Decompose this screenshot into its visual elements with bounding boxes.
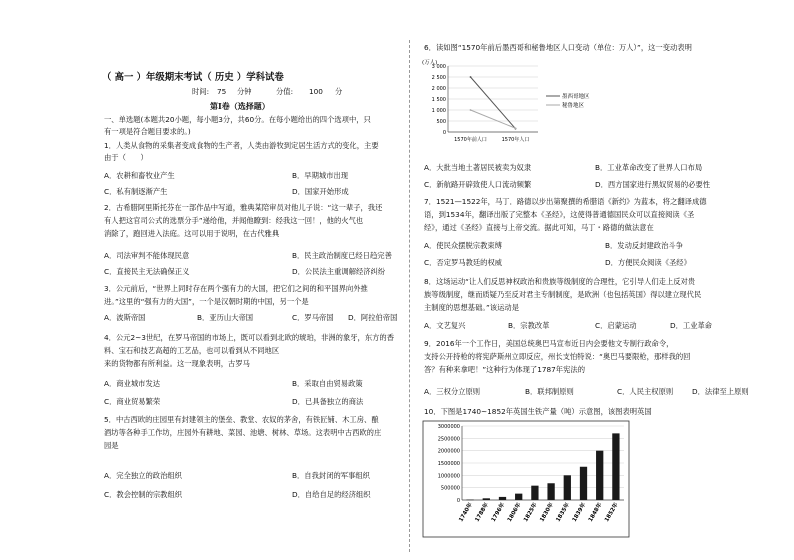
- option-a[interactable]: A．使民众摆脱宗教束缚: [424, 241, 502, 250]
- x-tick-label: 1852年: [604, 502, 620, 524]
- option-a[interactable]: A．三权分立原则: [424, 387, 481, 396]
- x-tick-label: 1740年: [458, 502, 474, 524]
- x-tick-label: 1825年: [523, 502, 539, 524]
- question-stem: 7．1521—1522年，马丁．路德以步出第聚撰的希腊语《新约》为蓝本，将之翻译成德: [424, 197, 707, 206]
- x-tick-label: 1570年人口: [501, 137, 530, 143]
- series-point-1: [470, 109, 472, 111]
- x-tick-label: 1835年: [555, 502, 572, 524]
- option-d[interactable]: D．国家开始形成: [292, 187, 349, 196]
- bar: [612, 433, 619, 500]
- bar: [483, 498, 490, 500]
- option-d[interactable]: D．工业革命: [670, 321, 713, 330]
- option-c[interactable]: C．教会控制的宗教组织: [104, 490, 183, 499]
- question-stem: 料、宝石和技艺高超的工艺品，也可以看到从不同地区: [104, 346, 280, 355]
- y-tick-label: 1 500: [431, 97, 446, 103]
- legend-label-1: 秘鲁地区: [562, 103, 585, 109]
- y-tick-label: 2 000: [431, 86, 446, 92]
- option-a[interactable]: A．波斯帝国: [104, 313, 146, 322]
- score-label: 分值:: [276, 87, 294, 96]
- y-tick-label: 2000000: [437, 448, 460, 455]
- y-tick-label: 0: [442, 130, 446, 136]
- question-stem: 答？有种来拿吧！”这种行为体现了1787年宪法的: [424, 365, 585, 374]
- question-stem: 3．公元前后，“世界上同时存在两个强有力的大国，把它们之间的和平国界向外推: [104, 284, 368, 293]
- bar: [515, 494, 522, 500]
- x-tick-label: 1788年: [474, 502, 491, 524]
- question-stem: 经》，通过《圣经》直接与上帝交流。据此可知，马丁・路德的做法意在: [424, 223, 654, 232]
- y-tick-label: 2500000: [437, 436, 460, 443]
- x-tick-label: 1570年前人口: [454, 137, 487, 143]
- instruction-line: 一、单选题(本题共20小题，每小题3分，共60分。在每小题给出的四个选项中，只: [104, 115, 371, 124]
- option-c[interactable]: C．新航路开辟致使人口流动频繁: [424, 180, 532, 189]
- option-b[interactable]: B．联邦制原则: [525, 387, 574, 396]
- question-stem: 园是: [104, 441, 119, 450]
- x-tick-label: 1848年: [587, 502, 604, 524]
- pig-iron-bar-chart: [422, 420, 630, 538]
- bar: [499, 497, 506, 500]
- y-tick-label: 3000000: [437, 424, 460, 430]
- series-point-0: [470, 76, 472, 78]
- option-c[interactable]: C．罗马帝国: [292, 313, 334, 322]
- option-a[interactable]: A．农耕和畜牧业产生: [104, 171, 175, 180]
- question-stem: 1．人类从食物的采集者变成食物的生产者，人类由游牧到定居生活方式的变化，主要: [104, 141, 379, 150]
- option-c[interactable]: C．商业贸易繁荣: [104, 397, 161, 406]
- question-stem: 6．读如图“1570年前后墨西哥和秘鲁地区人口变动（单位：万人）”，这一变动表明: [424, 43, 692, 52]
- time-unit: 分钟: [237, 87, 252, 96]
- option-b[interactable]: B．宗教改革: [508, 321, 550, 330]
- question-stem: 族等级制度，继而质疑乃至反对君主专制制度，是欧洲（也包括英国）得以建立现代民: [424, 290, 702, 299]
- y-tick-label: 1 000: [431, 108, 446, 114]
- option-c[interactable]: C．启蒙运动: [595, 321, 637, 330]
- option-b[interactable]: B．亚历山大帝国: [197, 313, 254, 322]
- y-tick-label: 0: [456, 498, 460, 504]
- option-b[interactable]: B．工业革命改变了世界人口布局: [595, 163, 703, 172]
- series-line-1: [471, 110, 516, 128]
- option-a[interactable]: A．商业城市发达: [104, 379, 161, 388]
- question-stem: 语，到1534年，翻译出版了完整本《圣经》，这使得普通德国民众可以直接阅读《圣: [424, 210, 695, 219]
- bar: [580, 467, 587, 500]
- series-point-1: [515, 127, 517, 129]
- question-stem: 8．这场运动“让人们反思神权政治和贵族等级制度的合理性，它引导人们走上反对贵: [424, 277, 696, 286]
- option-b[interactable]: B．早期城市出现: [292, 171, 349, 180]
- y-tick-label: 2 500: [431, 75, 446, 81]
- question-stem: 4．公元2~3世纪，在罗马帝国的市场上，既可以看到北欧的琥珀，非洲的象牙，东方的香: [104, 333, 395, 342]
- option-a[interactable]: A．完全独立的政治组织: [104, 471, 182, 480]
- option-c[interactable]: C．否定罗马教廷的权威: [424, 258, 503, 267]
- y-tick-label: 3 000: [431, 64, 446, 70]
- question-stem: 进。”这里的“强有力的大国”，一个是汉朝时期的中国，另一个是: [104, 297, 309, 306]
- question-stem: 2．古希腊阿里斯托芬在一部作品中写道，雅典某陪审员对他儿子说：“这一辈子，我还: [104, 203, 383, 212]
- option-d[interactable]: D．阿拉伯帝国: [348, 313, 398, 322]
- option-d[interactable]: D．已具备独立的商法: [292, 397, 364, 406]
- y-tick-label: 1500000: [437, 461, 460, 467]
- option-a[interactable]: A．大批当地土著居民被卖为奴隶: [424, 163, 532, 172]
- exam-title: （ 高一 ）年级期末考试（ 历史 ）学科试卷: [102, 72, 284, 83]
- question-stem: 10．下图是1740~1852年英国生铁产量（吨）示意图，该图表明英国: [424, 407, 652, 416]
- option-c[interactable]: C．人民主权原则: [617, 387, 674, 396]
- bar: [547, 483, 554, 500]
- y-axis-label: (万人): [422, 60, 438, 66]
- option-a[interactable]: A．司法审判不能体现民意: [104, 251, 190, 260]
- y-tick-label: 500: [436, 119, 446, 125]
- legend-label-0: 墨西哥地区: [562, 94, 590, 100]
- x-tick-label: 1806年: [506, 502, 523, 524]
- question-stem: 由于（ ）: [104, 153, 148, 162]
- option-d[interactable]: D．自给自足的经济组织: [292, 490, 371, 499]
- bar: [564, 475, 571, 500]
- y-tick-label: 500000: [440, 485, 460, 492]
- option-b[interactable]: B．采取自由贸易政策: [292, 379, 363, 388]
- bar: [466, 500, 473, 501]
- question-stem: 酒坊等各种手工作坊，庄园外有耕地、菜园、池塘、树林、草场。这表明中古西欧的庄: [104, 428, 382, 437]
- option-a[interactable]: A．文艺复兴: [424, 321, 466, 330]
- question-stem: 消除了，跑回进入法庭。这可以用于说明，在古代雅典: [104, 229, 280, 238]
- option-c[interactable]: C．私有制逐渐产生: [104, 187, 168, 196]
- score-value: 100: [309, 87, 323, 96]
- right-column: [410, 0, 794, 560]
- option-b[interactable]: B．发动反封建政治斗争: [605, 241, 683, 250]
- option-d[interactable]: D．西方国家进行黑奴贸易的必要性: [595, 180, 711, 189]
- question-stem: 支持公开持枪的将宪萨斯州立即反应，州长支怕特说：“奥巴马要限枪，那样我的回: [424, 352, 691, 361]
- x-tick-label: 1839年: [571, 502, 588, 524]
- option-c[interactable]: C．直接民主无法确保正义: [104, 267, 190, 276]
- population-line-chart: [420, 56, 620, 154]
- option-d[interactable]: D．公民法主重调解经济纠纷: [292, 267, 386, 276]
- question-stem: 主制度的思想基础。”该运动是: [424, 303, 519, 312]
- question-stem: 9．2016年一个工作日，美国总统奥巴马宣布近日内会要他文专制行政命令，: [424, 339, 674, 348]
- question-stem: 有人把这官司公式的选票分手”递给他，并闻他瞭到：经我这一回！，他的火气也: [104, 216, 364, 225]
- x-tick-label: 1830年: [539, 502, 555, 524]
- section-title: 第Ⅰ卷（选择题）: [210, 101, 270, 111]
- y-tick-label: 1000000: [437, 473, 460, 480]
- option-d[interactable]: D．法律至上原则: [692, 387, 749, 396]
- question-stem: 来的货物都有所利益。这一现象表明，古罗马: [104, 359, 250, 368]
- option-b[interactable]: B．民主政治制度已经日趋完善: [292, 251, 392, 260]
- question-stem: 5．中古西欧的庄园里有封建领主的堡垒、教堂、农奴的茅舍，有铁匠铺、木工房、酿: [104, 415, 379, 424]
- bar: [596, 451, 603, 500]
- bar: [531, 486, 538, 500]
- time-value: 75: [217, 87, 227, 96]
- option-b[interactable]: B．自我封闭的军事组织: [292, 471, 370, 480]
- score-unit: 分: [335, 87, 343, 96]
- time-label: 时间:: [192, 87, 210, 96]
- instruction-line: 有一项是符合题目要求的。): [104, 127, 191, 136]
- option-d[interactable]: D．方便民众阅读《圣经》: [605, 258, 691, 267]
- x-tick-label: 1796年: [490, 502, 507, 524]
